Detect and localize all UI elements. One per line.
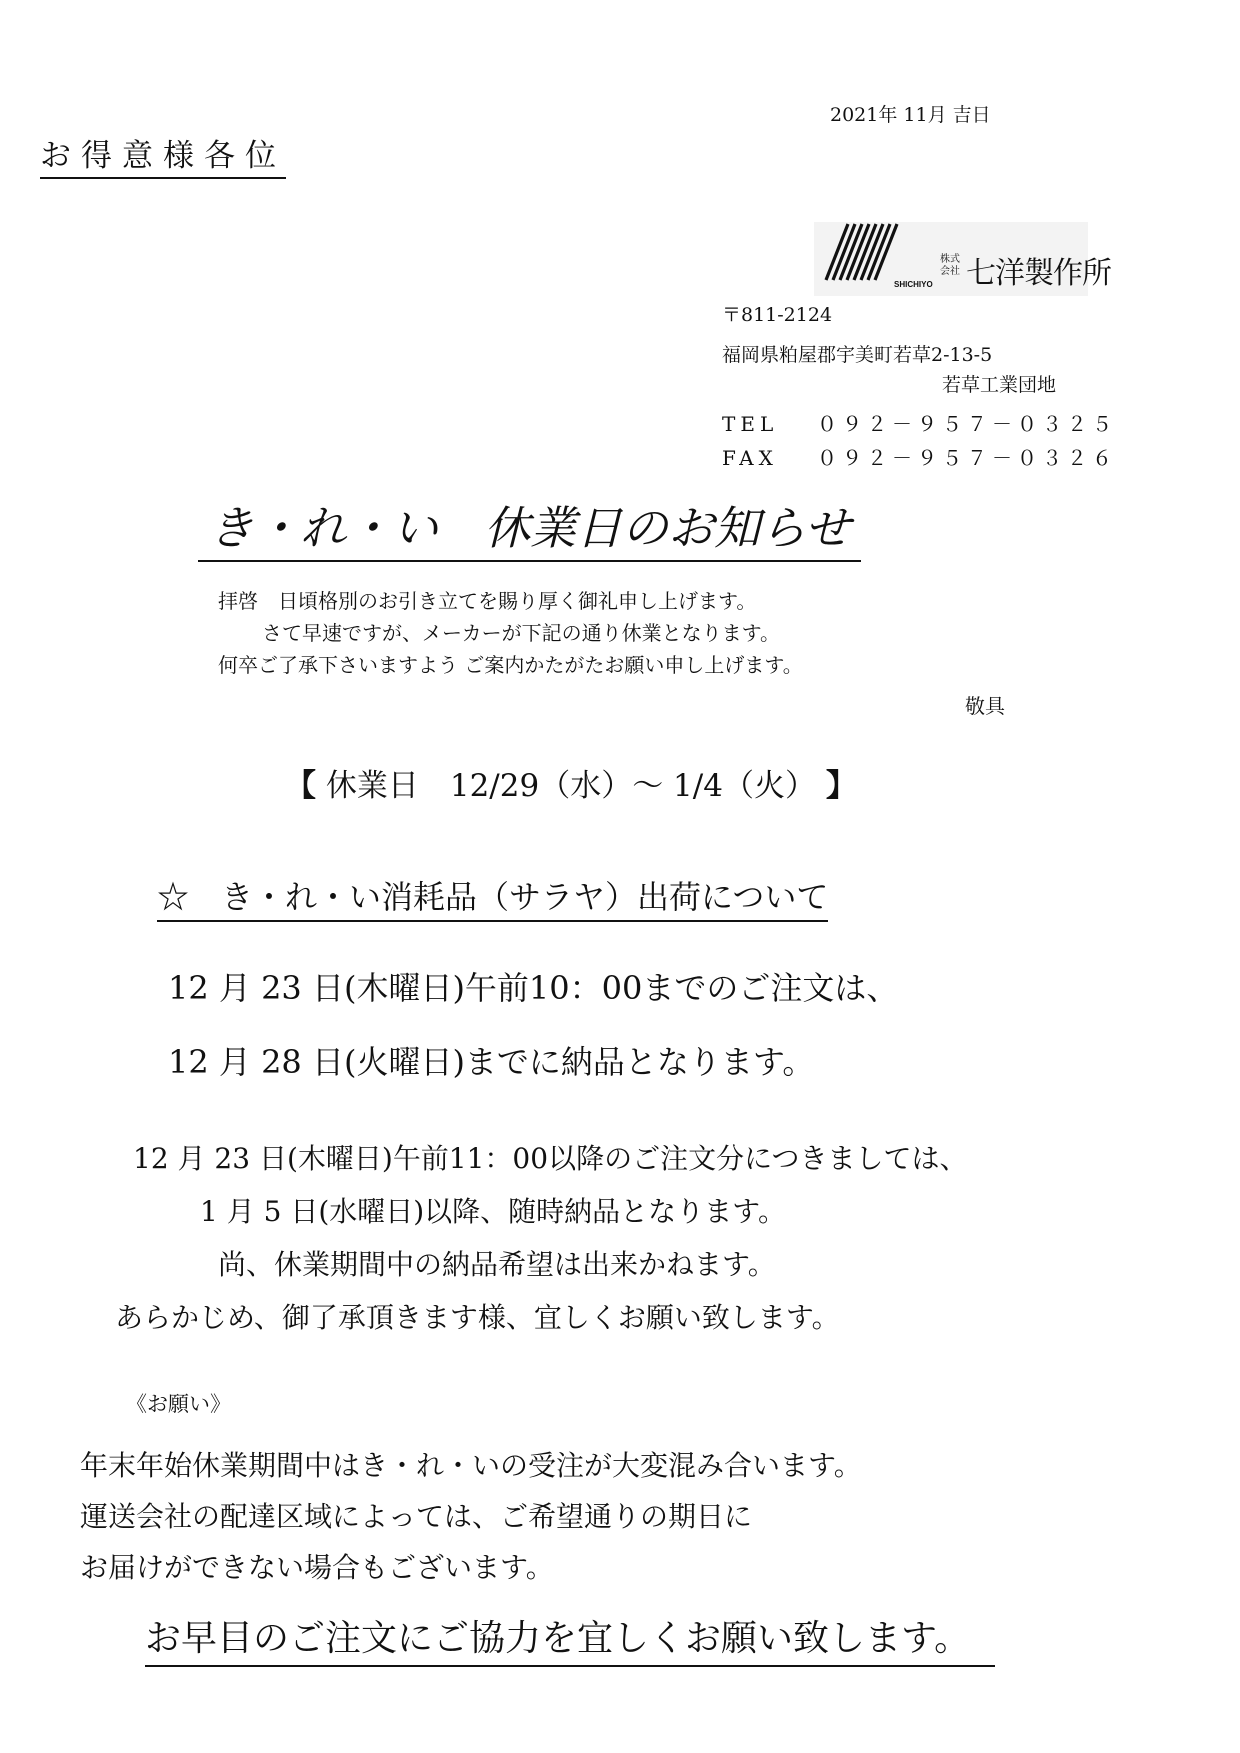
shipping-line-6: あらかじめ、御了承頂きます様、宜しくお願い致します。: [115, 1301, 840, 1334]
tel-row: [722, 408, 1117, 437]
greeting-closing: 敬具: [965, 694, 1005, 718]
holiday-close-bracket: 】: [825, 768, 857, 804]
closing-message: お早目のご注文にご協力を宜しくお願い致します。: [145, 1610, 995, 1667]
section-title: ☆ き・れ・い消耗品（サラヤ）出荷について: [157, 872, 828, 922]
fax-number: ０９２－９５７－０３２６: [817, 446, 1117, 470]
tel-number: ０９２－９５７－０３２５: [817, 412, 1117, 436]
request-heading: 《お願い》: [126, 1392, 231, 1416]
shipping-line-1: 12 月 23 日(木曜日)午前10：00までのご注文は、: [168, 969, 899, 1007]
address-line-2: 若草工業団地: [942, 374, 1057, 396]
logo-company-name: 七洋製作所: [966, 256, 1111, 291]
shichiyo-logo-icon: [818, 222, 902, 282]
shipping-line-4: 1 月 5 日(水曜日)以降、随時納品となります。: [200, 1195, 786, 1228]
logo-wordmark: SHICHIYO: [894, 280, 933, 289]
request-line-1: 年末年始休業期間中はき・れ・いの受注が大変混み合います。: [80, 1449, 862, 1482]
shipping-line-2: 12 月 28 日(火曜日)までに納品となります。: [168, 1043, 815, 1081]
holiday-period: [285, 760, 857, 805]
shipping-line-5: 尚、休業期間中の納品希望は出来かねます。: [218, 1248, 776, 1281]
postal-code: 〒811-2124: [722, 304, 833, 326]
logo-kaisha: 株式会社: [940, 254, 960, 277]
notice-title: き・れ・い 休業日のお知らせ: [198, 492, 861, 562]
holiday-text: 休業日 12/29（水）～ 1/4（火）: [325, 768, 816, 804]
recipient-heading: お得意様各位: [40, 130, 286, 179]
document-date: 2021年 11月 吉日: [830, 104, 991, 126]
request-line-2: 運送会社の配達区域によっては、ご希望通りの期日に: [80, 1500, 753, 1533]
shipping-line-3: 12 月 23 日(木曜日)午前11：00以降のご注文分につきましては、: [133, 1142, 968, 1175]
holiday-open-bracket: 【: [285, 768, 316, 804]
greeting-line-1: 拝啓 日頃格別のお引き立てを賜り厚く御礼申し上げます。: [218, 589, 757, 613]
fax-label: FAX: [722, 446, 778, 470]
greeting-line-3: 何卒ご了承下さいますよう ご案内かたがたお願い申し上げます。: [218, 653, 803, 677]
address-line-1: 福岡県粕屋郡宇美町若草2-13-5: [722, 344, 993, 366]
tel-label: TEL: [722, 412, 779, 436]
fax-row: [722, 442, 1117, 471]
request-line-3: お届けができない場合もございます。: [80, 1551, 554, 1584]
greeting-line-2: さて早速ですが、メーカーが下記の通り休業となります。: [262, 621, 780, 645]
company-logo: [814, 222, 1111, 296]
